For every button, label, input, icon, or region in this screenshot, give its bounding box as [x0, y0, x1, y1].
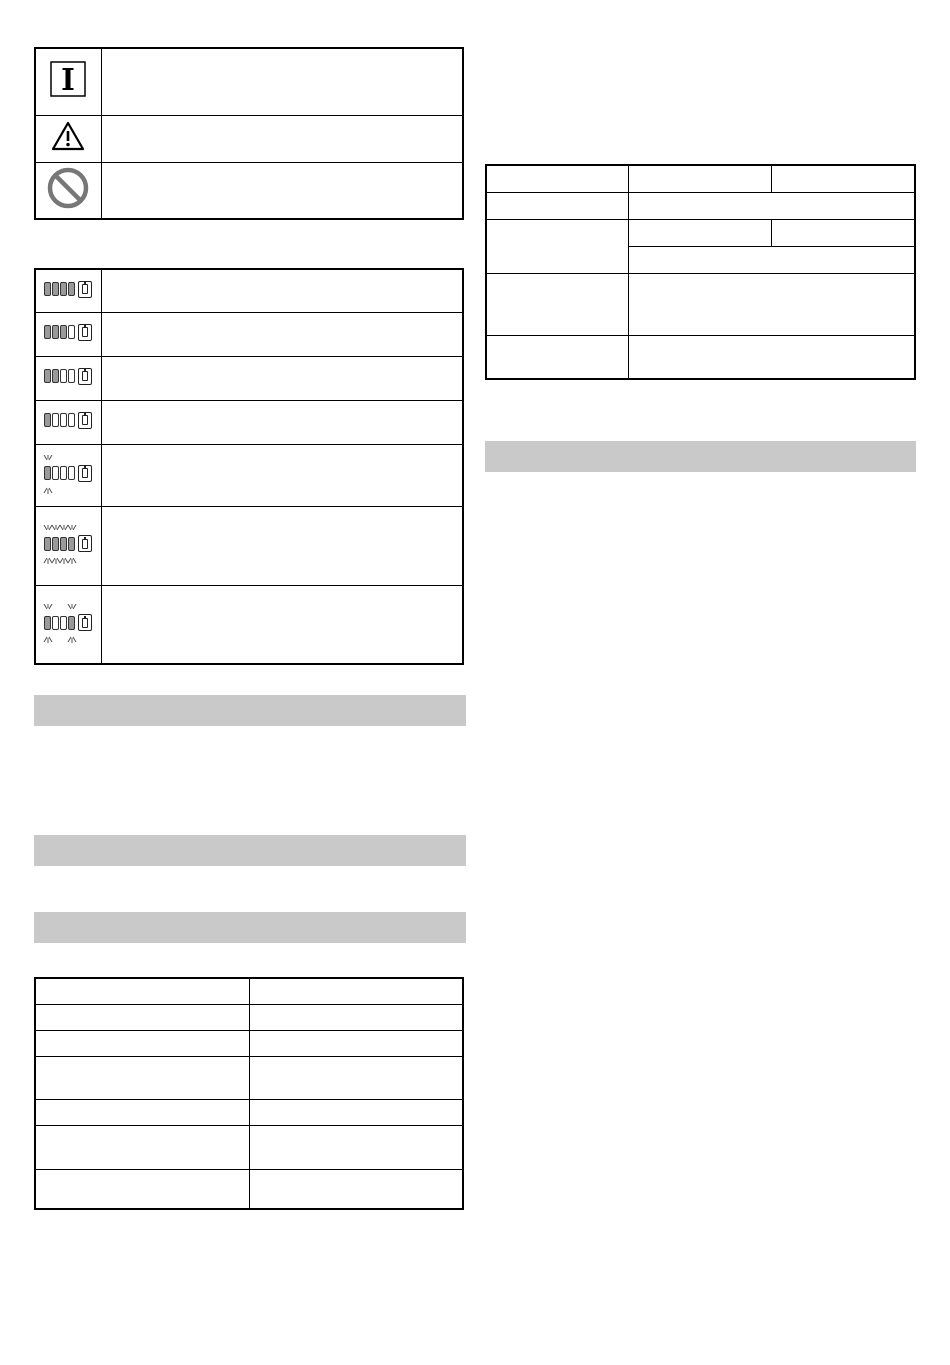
- warning-triangle-icon: [51, 121, 85, 151]
- table-row: [35, 1099, 463, 1125]
- table-row: [35, 1030, 463, 1056]
- table-row: [35, 506, 463, 585]
- table-row: [486, 165, 915, 192]
- battery-1-bar-icon: [44, 412, 92, 429]
- table-row: [35, 1056, 463, 1099]
- symbol-description: [101, 48, 463, 115]
- table-row: [486, 335, 915, 379]
- battery-2-bars-icon: [44, 368, 92, 385]
- section-band-1: [34, 695, 466, 726]
- read-manual-icon: [50, 61, 86, 97]
- table-row: [35, 585, 463, 664]
- spec-table-right: [485, 164, 916, 380]
- table-row: [35, 356, 463, 400]
- indicator-description: [101, 356, 463, 400]
- indicator-description: [101, 444, 463, 506]
- table-row: [35, 444, 463, 506]
- table-row: [35, 1169, 463, 1209]
- symbols-table: [34, 47, 464, 220]
- table-row: [486, 219, 915, 246]
- table-row: [35, 162, 463, 219]
- table-row: [35, 48, 463, 115]
- symbol-description: [101, 162, 463, 219]
- table-row: [486, 273, 915, 335]
- table-row: [35, 400, 463, 444]
- indicator-description: [101, 506, 463, 585]
- table-row: [35, 1004, 463, 1030]
- spec-table-left: [34, 977, 464, 1210]
- section-band-3: [34, 912, 466, 943]
- battery-3-bars-icon: [44, 324, 92, 341]
- prohibited-icon: [46, 166, 90, 210]
- indicator-description: [101, 400, 463, 444]
- section-band-4: [485, 441, 916, 472]
- section-band-2: [34, 835, 466, 866]
- battery-4-bars-icon: [44, 281, 92, 298]
- indicator-description: [101, 269, 463, 312]
- indicator-description: [101, 585, 463, 664]
- battery-indicator-table: [34, 268, 464, 665]
- table-row: [35, 978, 463, 1004]
- indicator-description: [101, 312, 463, 356]
- table-row: [486, 192, 915, 219]
- icon-cell: [35, 48, 101, 115]
- symbol-description: [101, 115, 463, 162]
- table-row: [35, 1125, 463, 1169]
- table-row: [35, 312, 463, 356]
- table-row: [35, 269, 463, 312]
- table-row: [35, 115, 463, 162]
